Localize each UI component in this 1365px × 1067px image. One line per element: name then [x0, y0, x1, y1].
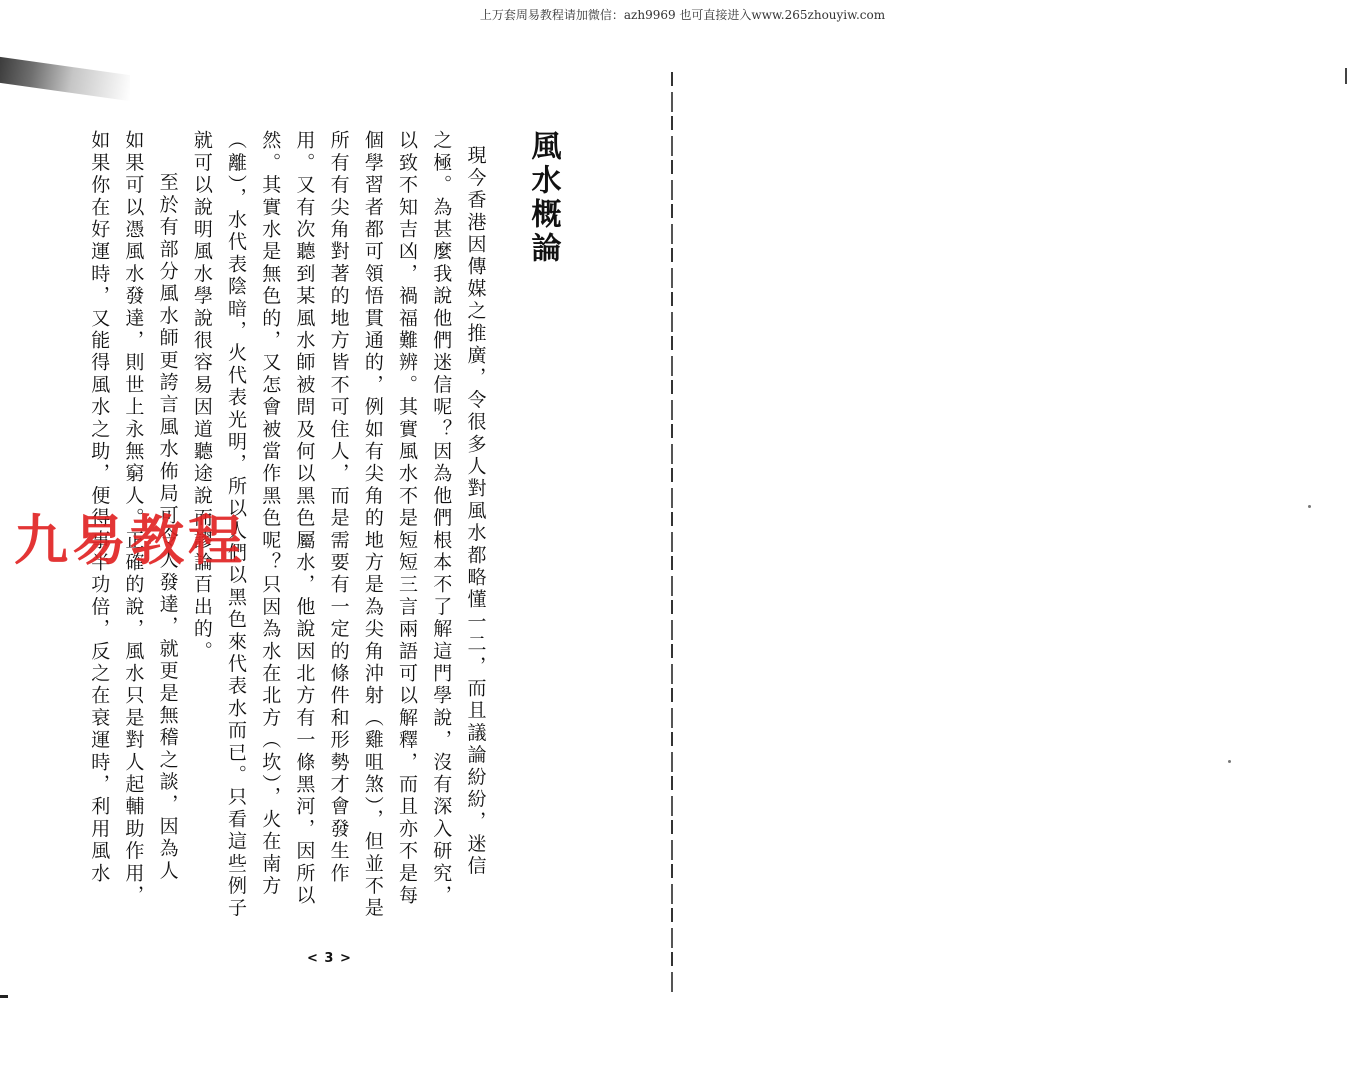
- text-column: 然。其實水是無色的，又怎會被當作黑色呢？只因為水在北方（坎），火在南方: [259, 130, 282, 898]
- stray-dot: [1308, 505, 1311, 508]
- page-title: 風水概論: [525, 130, 561, 266]
- text-column: 現今香港因傳媒之推廣，令很多人對風水都略懂一二，而且議論紛紛，迷信: [464, 145, 487, 878]
- book-spine-line: [671, 72, 673, 994]
- text-column: 如果可以憑風水發達，則世上永無窮人。正確的說，風水只是對人起輔助作用，: [122, 130, 145, 907]
- page-number: < 3 >: [307, 951, 352, 966]
- stray-dot: [1228, 760, 1231, 763]
- text-column: 如果你在好運時，又能得風水之助，便得事半功倍，反之在衰運時，利用風水: [88, 130, 111, 885]
- text-column: （離），水代表陰暗，火代表光明，所以人們以黑色來代表水而已。只看這些例子: [225, 130, 248, 920]
- text-column: 之極。為甚麼我說他們迷信呢？因為他們根本不了解這門學說，沒有深入研究，: [430, 130, 453, 907]
- text-column: 個學習者都可領悟貫通的，例如有尖角的地方是為尖角沖射（雞咀煞），但並不是: [361, 130, 384, 920]
- text-column: 以致不知吉凶，禍福難辨。其實風水不是短短三言兩語可以解釋，而且亦不是每: [396, 130, 419, 907]
- scan-edge-mark: [0, 995, 8, 998]
- right-page-edge: [1345, 68, 1347, 84]
- text-column: 用。又有次聽到某風水師被問及何以黑色屬水，他說因北方有一條黑河，因所以: [293, 130, 316, 907]
- text-column: 就可以說明風水學說很容易因道聽途說而謬論百出的。: [190, 130, 213, 663]
- top-banner: 上万套周易教程请加微信：azh9969 也可直接进入www.265zhouyiw.com: [479, 8, 886, 22]
- text-column: 至於有部分風水師更誇言風水佈局可令人發達，就更是無稽之談，因為人: [156, 172, 179, 883]
- text-column: 所有有尖角對著的地方皆不可住人，而是需要有一定的條件和形勢才會發生作: [327, 130, 350, 885]
- watermark: 九易教程: [14, 509, 246, 572]
- scan-smudge: [0, 57, 130, 101]
